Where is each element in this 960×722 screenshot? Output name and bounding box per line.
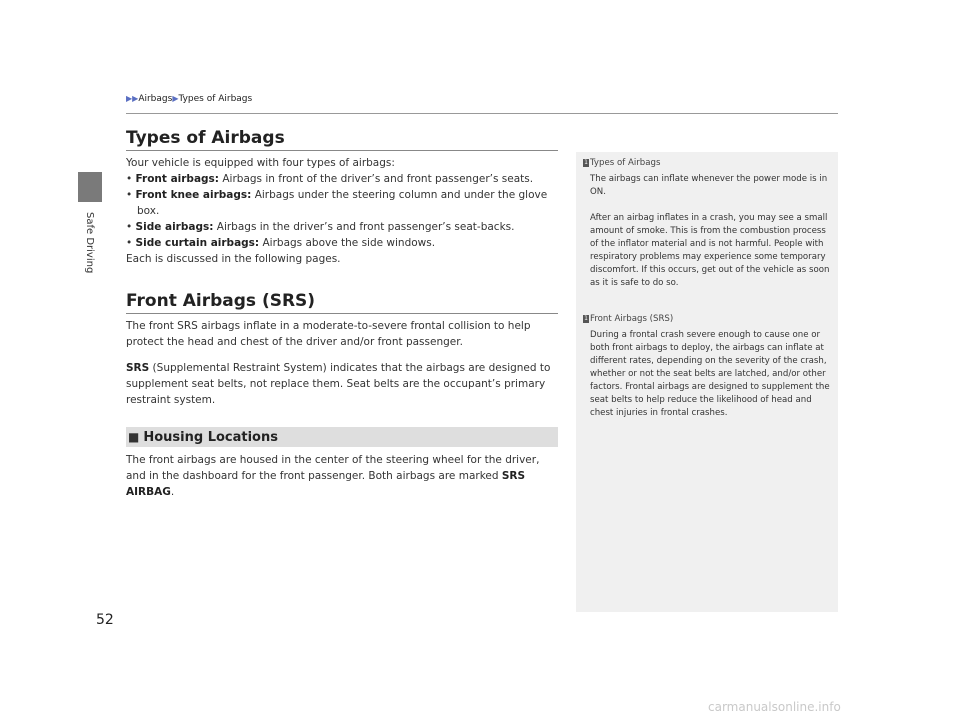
types-outro: Each is discussed in the following pages.	[126, 253, 341, 265]
square-bullet-icon: ■	[128, 430, 140, 444]
note-paragraph: After an airbag inflates in a crash, you may see a small amount of smoke. This is from the combustion process of the inflator material and is not harmful. People with respiratory problems may experience some temporary discomfort. If this occurs, get out of the vehicle as soon as it is safe to do so.	[590, 213, 830, 288]
housing-content	[126, 452, 562, 500]
section-title-front-airbags: Front Airbags (SRS)	[126, 291, 316, 311]
side-tab-label: Safe Driving	[84, 212, 95, 274]
types-content	[126, 155, 562, 267]
breadcrumb-item-airbags[interactable]: Airbags	[138, 94, 173, 104]
srs-para: SRS (Supplemental Restraint System) indicates that the airbags are designed to supplement seat belts, not replace them. Seat belts are the occupant’s primary restraint system.	[126, 362, 551, 406]
note-title: 1 Types of Airbags	[584, 158, 661, 168]
watermark: carmanualsonline.info	[708, 700, 841, 714]
front-airbags-para: The front SRS airbags inflate in a moderate-to-severe frontal collision to help protect the head and chest of the driver and/or front passenger.	[126, 320, 531, 348]
bullet-item: • Side curtain airbags: Airbags above the side windows.	[126, 237, 436, 249]
breadcrumb	[126, 94, 252, 104]
housing-para: The front airbags are housed in the center of the steering wheel for the driver, and in the dashboard for the front passenger. Both airbags are marked SRS AIRBAG.	[126, 454, 540, 498]
types-intro: Your vehicle is equipped with four types of airbags:	[126, 157, 395, 169]
section-divider	[126, 313, 558, 314]
bullet-item: • Side airbags: Airbags in the driver’s and front passenger’s seat-backs.	[126, 221, 515, 233]
front-airbags-content	[126, 318, 562, 408]
page-number: 52	[96, 612, 114, 628]
note-front-airbags	[583, 313, 833, 420]
side-tab-marker	[78, 172, 102, 202]
subsection-heading: ■ Housing Locations	[126, 427, 558, 447]
note-types-of-airbags	[583, 157, 833, 290]
note-title: 1 Front Airbags (SRS)	[584, 314, 674, 324]
section-divider	[126, 150, 558, 151]
header-divider	[126, 113, 838, 114]
breadcrumb-arrow-icon: ▶	[172, 94, 179, 103]
bullet-item: • Front knee airbags: Airbags under the steering column and under the glove box.	[126, 189, 548, 217]
note-paragraph: The airbags can inflate whenever the power mode is in ON.	[590, 174, 828, 197]
breadcrumb-item-types[interactable]: Types of Airbags	[178, 94, 253, 104]
section-title-types: Types of Airbags	[126, 128, 285, 148]
note-paragraph: During a frontal crash severe enough to cause one or both front airbags to deploy, the airbags can inflate at different rates, depending on the severity of the crash, whether or not the seat belts are latched, and/or other factors. Frontal airbags are designed to supplement the seat belts to help reduce the likelihood of head and chest injuries in frontal crashes.	[590, 330, 830, 418]
bullet-item: • Front airbags: Airbags in front of the driver’s and front passenger’s seats.	[126, 173, 534, 185]
breadcrumb-arrow-icon: ▶▶	[126, 94, 139, 103]
